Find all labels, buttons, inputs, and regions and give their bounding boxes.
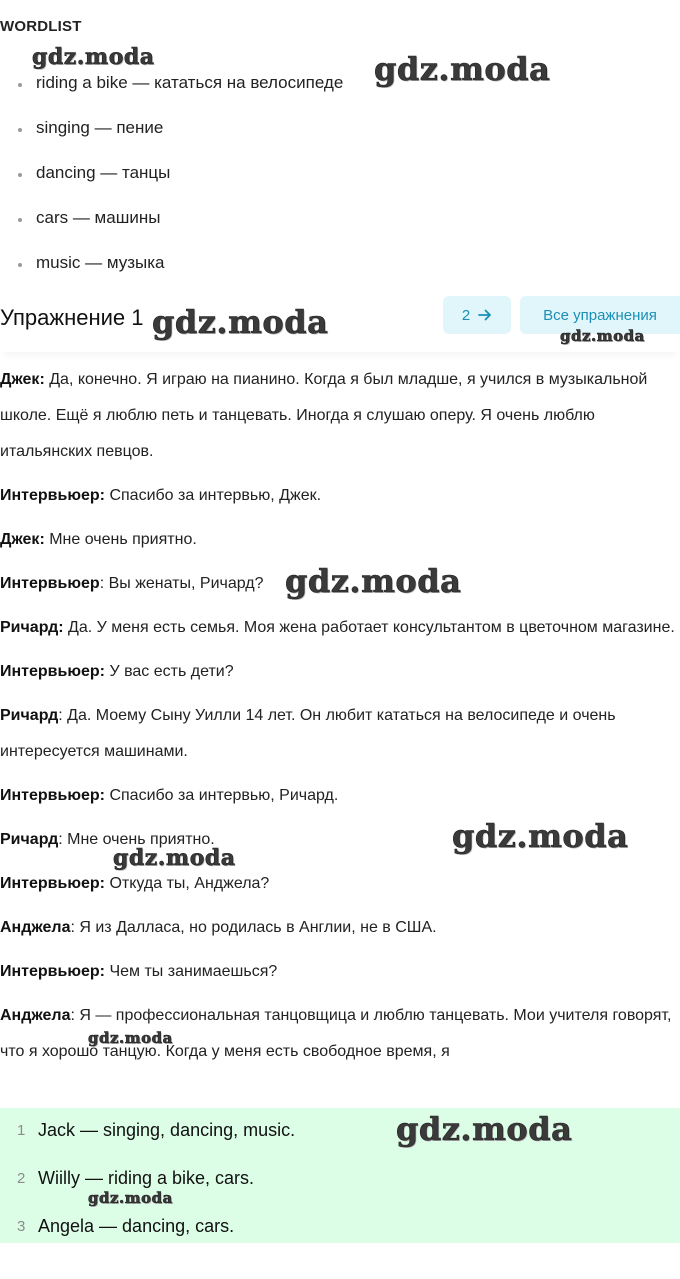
dialog-line bbox=[0, 522, 680, 558]
answer-number: 1 bbox=[17, 1122, 26, 1139]
utterance: Да. У меня есть семья. Моя жена работает консультантом в цветочном магазине. bbox=[63, 619, 675, 636]
utterance: Да, конечно. Я играю на пианино. Когда я был младше, я учился в музыкальной школе. Ещё я люблю петь и танцевать. Иногда я слушаю оперу. Я очень люблю итальянских певцов. bbox=[0, 371, 648, 460]
next-exercise-label: 2 bbox=[461, 306, 471, 324]
watermark: gdz.moda bbox=[396, 1110, 573, 1148]
utterance: Спасибо за интервью, Джек. bbox=[105, 487, 322, 504]
wordlist-title: WORDLIST bbox=[0, 18, 82, 35]
dialog-line bbox=[0, 610, 680, 646]
watermark: gdz.moda bbox=[113, 845, 236, 871]
answer-number: 2 bbox=[17, 1170, 26, 1187]
speaker: Интервьюер: bbox=[0, 963, 106, 980]
dialog-line bbox=[0, 910, 680, 946]
dialog-line bbox=[0, 654, 680, 690]
speaker: Интервьюер: bbox=[0, 663, 106, 680]
wordlist-item: music — музыка bbox=[0, 242, 343, 287]
speaker: Интервьюер: bbox=[0, 487, 106, 504]
speaker: Джек: bbox=[0, 531, 45, 548]
utterance: : Я из Далласа, но родилась в Англии, не в США. bbox=[70, 919, 437, 936]
utterance: : Я — профессиональная танцовщица и люблю танцевать. Мои учителя говорят, что я хорошо танцую. Когда у меня есть свободное время, я bbox=[0, 1007, 672, 1060]
wordlist-item: riding a bike — кататься на велосипеде bbox=[0, 62, 343, 107]
utterance: Чем ты занимаешься? bbox=[105, 963, 278, 980]
utterance: Откуда ты, Анджела? bbox=[105, 875, 270, 892]
next-exercise-button[interactable] bbox=[443, 296, 511, 334]
dialog-text bbox=[0, 362, 680, 1078]
all-exercises-button[interactable]: Все упражнения bbox=[520, 296, 680, 334]
wordlist bbox=[0, 62, 343, 287]
watermark: gdz.moda bbox=[560, 327, 645, 345]
utterance: : Да. Моему Сыну Уилли 14 лет. Он любит кататься на велосипеде и очень интересуется машинами. bbox=[0, 707, 616, 760]
wordlist-item: dancing — танцы bbox=[0, 152, 343, 197]
dialog-line bbox=[0, 362, 680, 470]
watermark: gdz.moda bbox=[88, 1029, 173, 1047]
answer-text: Wiilly — riding a bike, cars. bbox=[38, 1168, 255, 1188]
speaker: Анджела bbox=[0, 1007, 71, 1024]
utterance: Спасибо за интервью, Ричард. bbox=[105, 787, 339, 804]
speaker: Ричард bbox=[0, 707, 59, 724]
answer-text: Angela — dancing, cars. bbox=[38, 1216, 235, 1236]
watermark: gdz.moda bbox=[88, 1189, 173, 1207]
watermark: gdz.moda bbox=[285, 562, 462, 600]
speaker: Интервьюер bbox=[0, 575, 100, 592]
dialog-line bbox=[0, 478, 680, 514]
answer-box bbox=[0, 1108, 680, 1243]
dialog-line bbox=[0, 778, 680, 814]
dialog-line bbox=[0, 954, 680, 990]
speaker: Интервьюер: bbox=[0, 875, 106, 892]
exercise-title: Упражнение 1 bbox=[0, 305, 144, 330]
speaker: Джек: bbox=[0, 371, 45, 388]
arrow-right-icon bbox=[478, 309, 492, 321]
speaker: Анджела bbox=[0, 919, 71, 936]
dialog-line bbox=[0, 866, 680, 902]
watermark: gdz.moda bbox=[452, 817, 629, 855]
utterance: : Вы женаты, Ричард? bbox=[99, 575, 264, 592]
wordlist-item: singing — пение bbox=[0, 107, 343, 152]
watermark: gdz.moda bbox=[152, 303, 329, 341]
watermark: gdz.moda bbox=[32, 44, 155, 70]
watermark: gdz.moda bbox=[374, 50, 551, 88]
answer-number: 3 bbox=[17, 1218, 26, 1235]
dialog-line bbox=[0, 698, 680, 770]
speaker: Ричард: bbox=[0, 619, 64, 636]
utterance: : Мне очень приятно. bbox=[58, 831, 215, 848]
wordlist-item: cars — машины bbox=[0, 197, 343, 242]
answer-text: Jack — singing, dancing, music. bbox=[38, 1120, 296, 1140]
utterance: Мне очень приятно. bbox=[44, 531, 197, 548]
utterance: У вас есть дети? bbox=[105, 663, 234, 680]
speaker: Ричард bbox=[0, 831, 59, 848]
speaker: Интервьюер: bbox=[0, 787, 106, 804]
